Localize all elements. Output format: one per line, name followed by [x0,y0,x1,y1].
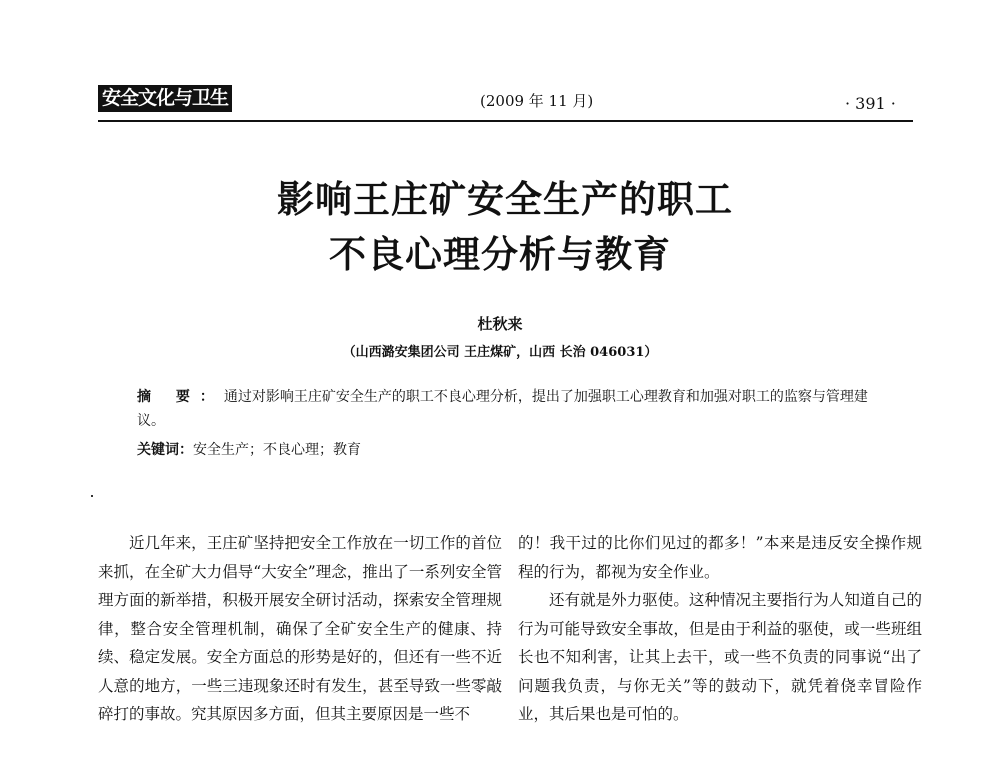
paragraph: 近几年来，王庄矿坚持把安全工作放在一切工作的首位来抓，在全矿大力倡导“大安全”理念，推出了一系列安全管理方面的新举措，积极开展安全研讨活动，探索安全管理规律，整合安全管理机制，确保了全矿安全生产的健康、持续、稳定发展。安全方面总的形势是好的，但还有一些不近人意的地方，一些三违现象还时有发生，甚至导致一些零敲碎打的事故。究其原因多方面，但其主要原因是一些不 [98,534,502,723]
paragraph: 还有就是外力驱使。这种情况主要指行为人知道自己的行为可能导致安全事故，但是由于利益的驱使，或一些班组长也不知利害，让其上去干，或一些不负责的同事说“出了问题我负责，与你无关”等的鼓动下，就凭着侥幸冒险作业，其后果也是可怕的。 [518,591,922,723]
issue-date: (2009 年 11 月) [480,92,594,110]
paragraph: 的！我干过的比你们见过的都多！”本来是违反安全操作规程的行为，都视为安全作业。 [518,534,922,581]
title-line-1: 影响王庄矿安全生产的职工 [277,178,733,221]
keywords-label: 关键词： [137,442,193,458]
section-tag: 安全文化与卫生 [98,85,232,112]
abstract-text: 通过对影响王庄矿安全生产的职工不良心理分析，提出了加强职工心理教育和加强对职工的监察与管理建议。 [137,389,868,429]
keywords [137,438,877,462]
keywords-text: 安全生产；不良心理；教育 [193,442,361,458]
page-number: · 391 · [845,94,896,113]
stray-mark [91,495,93,497]
author: 杜秋来 [477,315,523,333]
abstract-block [137,385,877,462]
header-rule [98,120,913,122]
body-column-right [518,529,922,729]
title-line-2: 不良心理分析与教育 [329,233,671,276]
abstract-label: 摘 要： [137,389,224,405]
abstract [137,385,877,433]
body-column-left [98,529,502,729]
affiliation: （山西潞安集团公司 王庄煤矿，山西 长治 046031） [342,345,658,360]
